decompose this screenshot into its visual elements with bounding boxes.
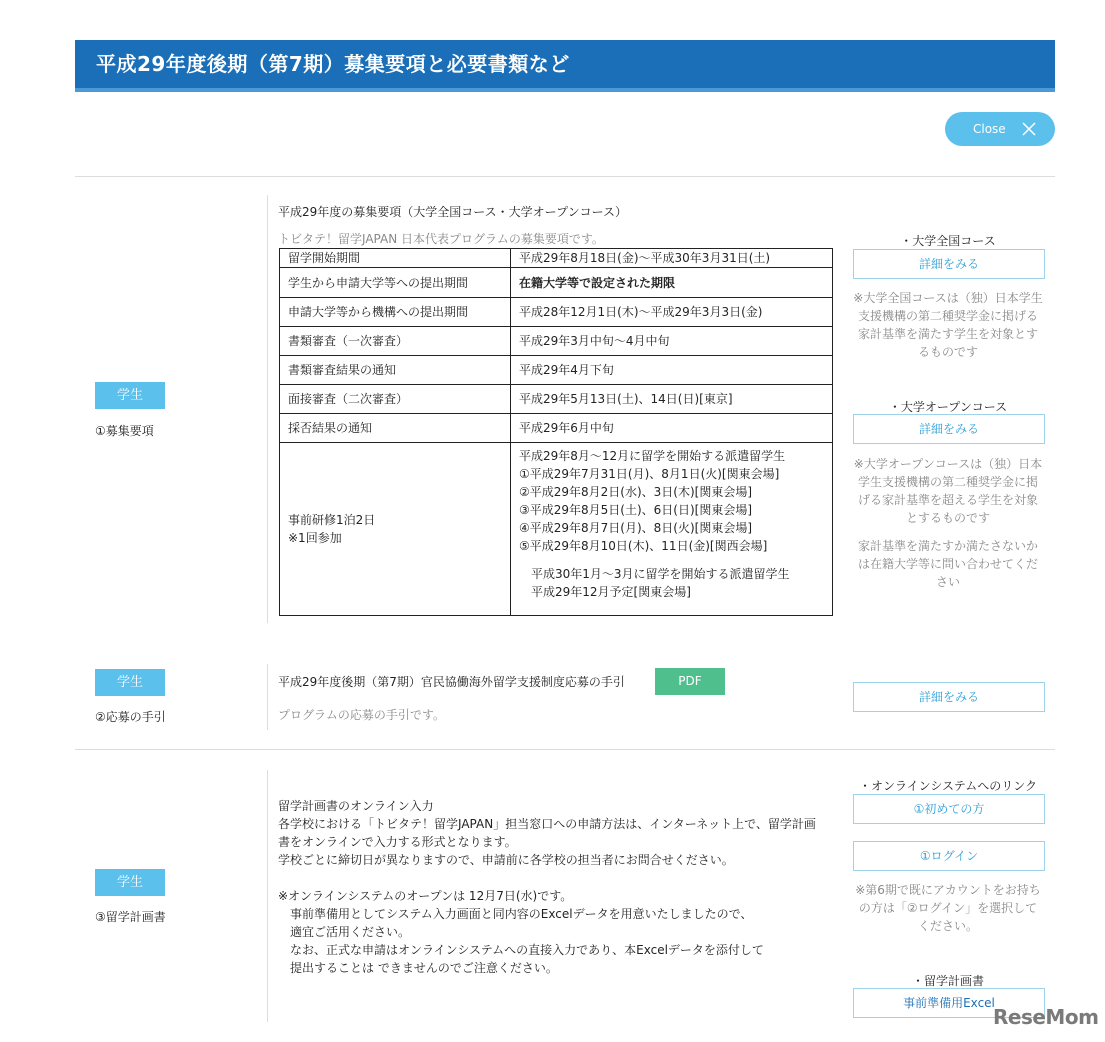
schedule-value: 平成29年6月中旬 bbox=[511, 414, 833, 443]
student-tag: 学生 bbox=[95, 382, 165, 409]
income-criteria-note: 家計基準を満たすか満たさないかは在籍大学等に問い合わせてください bbox=[857, 539, 1038, 589]
excel-download-button[interactable]: 事前準備用Excel bbox=[853, 988, 1045, 1018]
notice-line: 事前準備用としてシステム入力画面と同内容のExcelデータを用意いたしましたので、 bbox=[278, 907, 753, 921]
training-line: ①平成29年7月31日(月)、8月1日(火)[関東会場] bbox=[519, 467, 780, 481]
table-row bbox=[280, 268, 833, 298]
training-line: ②平成29年8月2日(水)、3日(木)[関東会場] bbox=[519, 485, 753, 499]
body-line: 留学計画書のオンライン入力 bbox=[278, 799, 434, 813]
page-title: 平成29年度後期（第7期）募集要項と必要書類など bbox=[96, 52, 570, 76]
schedule-item: 書類審査（一次審査） bbox=[280, 327, 511, 356]
divider bbox=[75, 176, 1055, 177]
body-line: 学校ごとに締切日が異なりますので、申請前に各学校の担当者にお問合せください。 bbox=[278, 853, 734, 867]
guide-title: 平成29年度後期（第7期）官民協働海外留学支援制度応募の手引 bbox=[278, 675, 625, 689]
close-button[interactable] bbox=[945, 112, 1055, 146]
training-line: 平成29年8月～12月に留学を開始する派遣留学生 bbox=[519, 449, 786, 463]
schedule-item bbox=[280, 443, 511, 616]
student-tag: 学生 bbox=[95, 869, 165, 896]
page-header bbox=[75, 40, 1055, 92]
table-row bbox=[280, 443, 833, 616]
guide-description: プログラムの応募の手引です。 bbox=[278, 708, 445, 722]
table-row bbox=[280, 414, 833, 443]
body-line: 各学校における「トビタテ！留学JAPAN」担当窓口への申請方法は、インターネット上で、留学計画 bbox=[278, 817, 816, 831]
schedule-item: 面接審査（二次審査） bbox=[280, 385, 511, 414]
divider bbox=[75, 749, 1055, 750]
training-line: 平成30年1月～3月に留学を開始する派遣留学生 bbox=[531, 567, 790, 581]
notice-line: 適宜ご活用ください。 bbox=[278, 925, 411, 939]
close-icon bbox=[1021, 121, 1037, 137]
schedule-item: 申請大学等から機構への提出期間 bbox=[280, 298, 511, 327]
schedule-value: 平成29年4月下旬 bbox=[511, 356, 833, 385]
schedule-item: 書類審査結果の通知 bbox=[280, 356, 511, 385]
schedule-item: 採否結果の通知 bbox=[280, 414, 511, 443]
watermark-logo: ReseMom bbox=[993, 1005, 1099, 1029]
account-note: ※第6期で既にアカウントをお持ちの方は「②ログイン」を選択してください。 bbox=[855, 883, 1041, 933]
section-divider bbox=[267, 195, 268, 623]
training-line: ④平成29年8月7日(月)、8日(火)[関東会場] bbox=[519, 521, 753, 535]
training-item: 事前研修1泊2日 bbox=[288, 513, 376, 527]
table-row bbox=[280, 327, 833, 356]
notice-line: なお、正式な申請はオンラインシステムへの直接入力であり、本Excelデータを添付して bbox=[278, 943, 764, 957]
study-plan-body bbox=[278, 797, 816, 977]
training-line: 平成29年12月予定[関東会場] bbox=[531, 585, 691, 599]
schedule-item: 留学開始期間 bbox=[280, 249, 511, 268]
body-line: 書をオンラインで入力する形式となります。 bbox=[278, 835, 517, 849]
schedule-value bbox=[511, 443, 833, 616]
section-label-guide: ②応募の手引 bbox=[95, 710, 166, 724]
national-course-heading: ・大学全国コース bbox=[900, 234, 996, 248]
guide-detail-button[interactable]: 詳細をみる bbox=[853, 682, 1045, 712]
first-time-button[interactable]: ①初めての方 bbox=[853, 794, 1045, 824]
schedule-value: 平成28年12月1日(木)～平成29年3月3日(金) bbox=[511, 298, 833, 327]
section-divider bbox=[267, 770, 268, 1022]
student-tag: 学生 bbox=[95, 669, 165, 696]
schedule-value: 平成29年3月中旬～4月中旬 bbox=[511, 327, 833, 356]
schedule-table bbox=[279, 248, 833, 616]
login-button[interactable]: ①ログイン bbox=[853, 841, 1045, 871]
notice-line: 提出することは できませんのでご注意ください。 bbox=[278, 961, 558, 975]
table-row bbox=[280, 356, 833, 385]
section-label-recruitment: ①募集要項 bbox=[95, 424, 154, 438]
schedule-value: 平成29年8月18日(金)～平成30年3月31日(土) bbox=[511, 249, 833, 268]
online-system-heading: ・オンラインシステムへのリンク bbox=[859, 779, 1037, 793]
table-row bbox=[280, 385, 833, 414]
table-row bbox=[280, 249, 833, 268]
table-row bbox=[280, 298, 833, 327]
schedule-value: 在籍大学等で設定された期限 bbox=[511, 268, 833, 298]
study-plan-heading: ・留学計画書 bbox=[911, 974, 984, 988]
open-course-note: ※大学オープンコースは（独）日本学生支援機構の第二種奨学金に掲げる家計基準を超える学生を対象とするものです bbox=[853, 457, 1043, 525]
open-course-heading: ・大学オープンコース bbox=[888, 400, 1008, 414]
schedule-item: 学生から申請大学等への提出期間 bbox=[280, 268, 511, 298]
schedule-value: 平成29年5月13日(土)、14日(日)[東京] bbox=[511, 385, 833, 414]
notice-line: ※オンラインシステムのオープンは 12月7日(水)です。 bbox=[278, 889, 573, 903]
recruitment-title: 平成29年度の募集要項（大学全国コース・大学オープンコース） bbox=[278, 205, 627, 219]
training-line: ③平成29年8月5日(土)、6日(日)[関東会場] bbox=[519, 503, 753, 517]
open-course-detail-button[interactable]: 詳細をみる bbox=[853, 414, 1045, 444]
recruitment-description: トビタテ！留学JAPAN 日本代表プログラムの募集要項です。 bbox=[278, 232, 604, 246]
close-button-label: Close bbox=[973, 122, 1006, 136]
pdf-button[interactable]: PDF bbox=[655, 668, 725, 695]
section-divider bbox=[267, 664, 268, 730]
national-course-detail-button[interactable]: 詳細をみる bbox=[853, 249, 1045, 279]
training-item-note: ※1回参加 bbox=[288, 531, 342, 545]
training-line: ⑤平成29年8月10日(木)、11日(金)[関西会場] bbox=[519, 539, 768, 553]
national-course-note: ※大学全国コースは（独）日本学生支援機構の第二種奨学金に掲げる家計基準を満たす学生を対象とするものです bbox=[853, 291, 1043, 359]
section-label-study-plan: ③留学計画書 bbox=[95, 910, 166, 924]
